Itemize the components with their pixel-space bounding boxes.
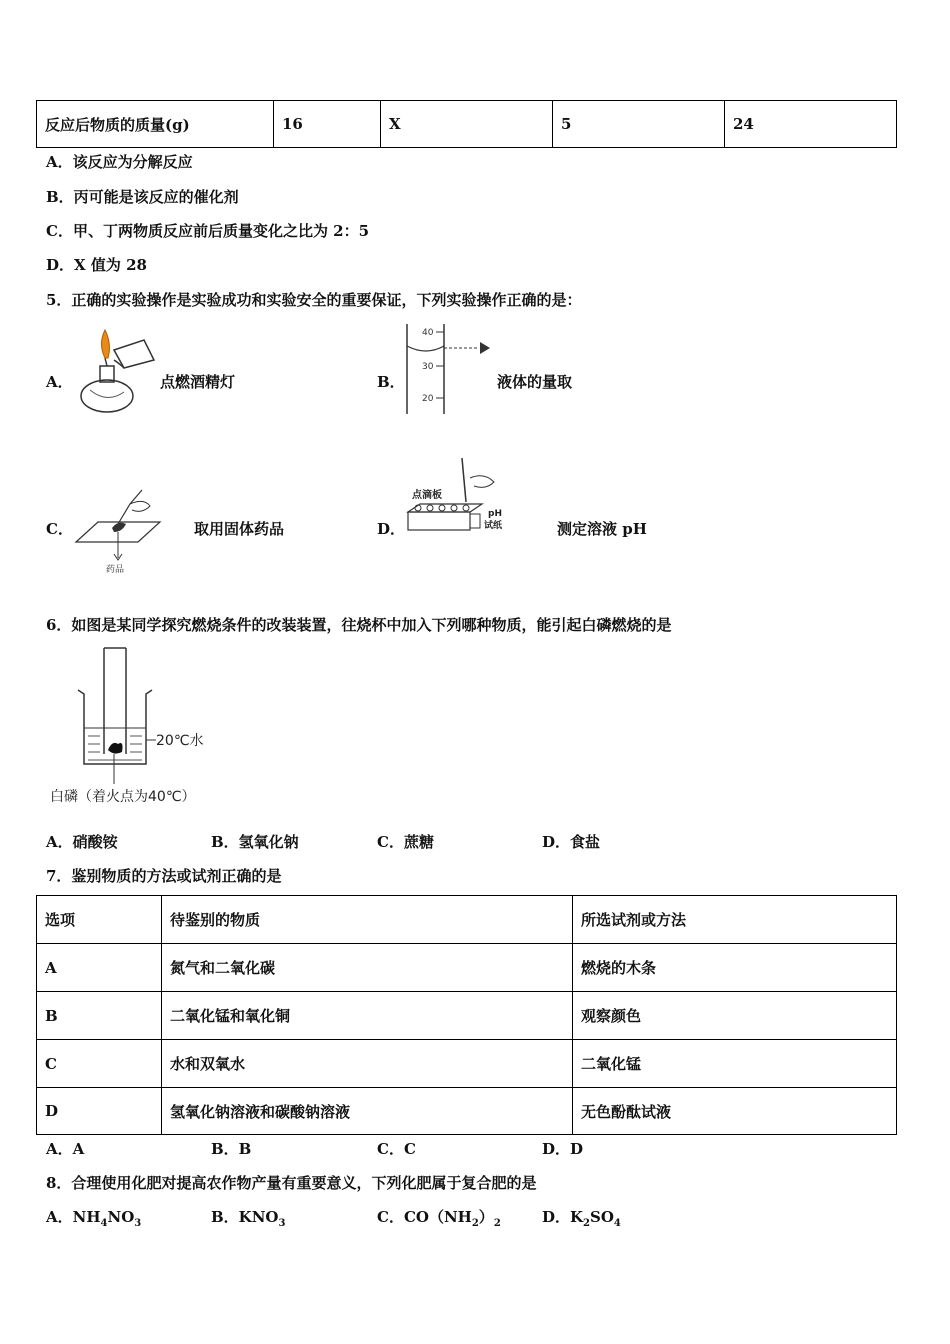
table-cell: B (37, 992, 162, 1040)
table-cell: 24 (725, 101, 897, 148)
q5-d-caption: 测定溶液 pH (557, 520, 647, 538)
table-row (37, 992, 897, 1040)
q5-c-caption: 取用固体药品 (194, 520, 285, 538)
table-cell: 氢氧化钠溶液和碳酸钠溶液 (162, 1088, 573, 1135)
table-header-row (37, 896, 897, 944)
q7-option-d: D．D (542, 1140, 584, 1158)
img-label-reagent: 药品 (106, 565, 125, 575)
table-row (37, 1040, 897, 1088)
phosphorus-icon (108, 743, 123, 754)
q7-option-c: C．C (377, 1140, 416, 1158)
table-cell: 二氧化锰 (573, 1040, 897, 1088)
table-row (37, 101, 897, 148)
eye-icon (480, 342, 490, 354)
q8-option-b: B．$KNO_3$ (211, 1208, 286, 1229)
ph-test-figure (404, 456, 514, 536)
graduated-cylinder-figure (402, 322, 498, 416)
table-header-cell: 待鉴别的物质 (162, 896, 573, 944)
table-row (37, 1088, 897, 1135)
table-cell: D (37, 1088, 162, 1135)
table-header-cell: 所选试剂或方法 (573, 896, 897, 944)
tick-label-40: 40 (422, 328, 434, 338)
alcohol-lamp-figure (72, 322, 162, 418)
q7-option-b: B．B (211, 1140, 252, 1158)
img-label-spot-plate: 点滴板 (412, 490, 442, 501)
q4-option-c: C．甲、丁两物质反应前后质量变化之比为 2：5 (46, 222, 370, 240)
table-cell: 二氧化锰和氧化铜 (162, 992, 573, 1040)
solid-reagent-figure (72, 484, 164, 576)
tick-label-30: 30 (422, 362, 434, 372)
q4-option-b: B．丙可能是该反应的催化剂 (46, 188, 239, 206)
q6-option-a: A．硝酸铵 (46, 833, 118, 851)
q8-option-a: A．$NH_4NO_3$ (46, 1208, 142, 1229)
q6-stem: 6．如图是某同学探究燃烧条件的改装装置，往烧杯中加入下列哪种物质，能引起白磷燃烧的是 (46, 616, 672, 634)
img-label-test-paper: 试纸 (484, 521, 503, 531)
q8-stem: 8．合理使用化肥对提高农作物产量有重要意义，下列化肥属于复合肥的是 (46, 1174, 537, 1192)
beaker-figure (46, 644, 246, 809)
table-cell: A (37, 944, 162, 992)
q5-a-caption: 点燃酒精灯 (160, 373, 236, 391)
table-cell: 氮气和二氧化碳 (162, 944, 573, 992)
q4-option-a: A．该反应为分解反应 (46, 153, 193, 171)
table-cell: C (37, 1040, 162, 1088)
q8-option-d: D．$K_2SO_4$ (542, 1208, 621, 1229)
q8-option-c: C．$CO(NH_2)_2$ (377, 1208, 501, 1229)
img-label-ph: pH (488, 509, 502, 519)
water-label: 20℃水 (156, 733, 204, 749)
q5-b-letter: B． (377, 373, 405, 391)
q7-table (36, 895, 897, 1135)
table-cell: 无色酚酞试液 (573, 1088, 897, 1135)
q5-stem: 5．正确的实验操作是实验成功和实验安全的重要保证，下列实验操作正确的是： (46, 291, 582, 309)
q6-option-d: D．食盐 (542, 833, 601, 851)
table-row (37, 944, 897, 992)
table-cell: 16 (274, 101, 381, 148)
q4-table (36, 100, 897, 148)
table-header-cell: 选项 (37, 896, 162, 944)
q5-c-letter: C． (46, 520, 73, 538)
table-cell-label: 反应后物质的质量(g) (37, 101, 274, 148)
q5-b-caption: 液体的量取 (497, 373, 573, 391)
q5-a-letter: A． (46, 373, 73, 391)
q7-stem: 7．鉴别物质的方法或试剂正确的是 (46, 867, 282, 885)
table-cell: 观察颜色 (573, 992, 897, 1040)
table-cell: 5 (553, 101, 725, 148)
phosphorus-label: 白磷（着火点为40℃） (50, 789, 196, 805)
table-cell: X (381, 101, 553, 148)
tick-label-20: 20 (422, 394, 434, 404)
q6-option-b: B．氢氧化钠 (211, 833, 299, 851)
table-cell: 水和双氧水 (162, 1040, 573, 1088)
q6-option-c: C．蔗糖 (377, 833, 434, 851)
q4-option-d: D．X 值为 28 (46, 256, 147, 274)
table-cell: 燃烧的木条 (573, 944, 897, 992)
q7-option-a: A．A (46, 1140, 85, 1158)
q5-d-letter: D． (377, 520, 406, 538)
